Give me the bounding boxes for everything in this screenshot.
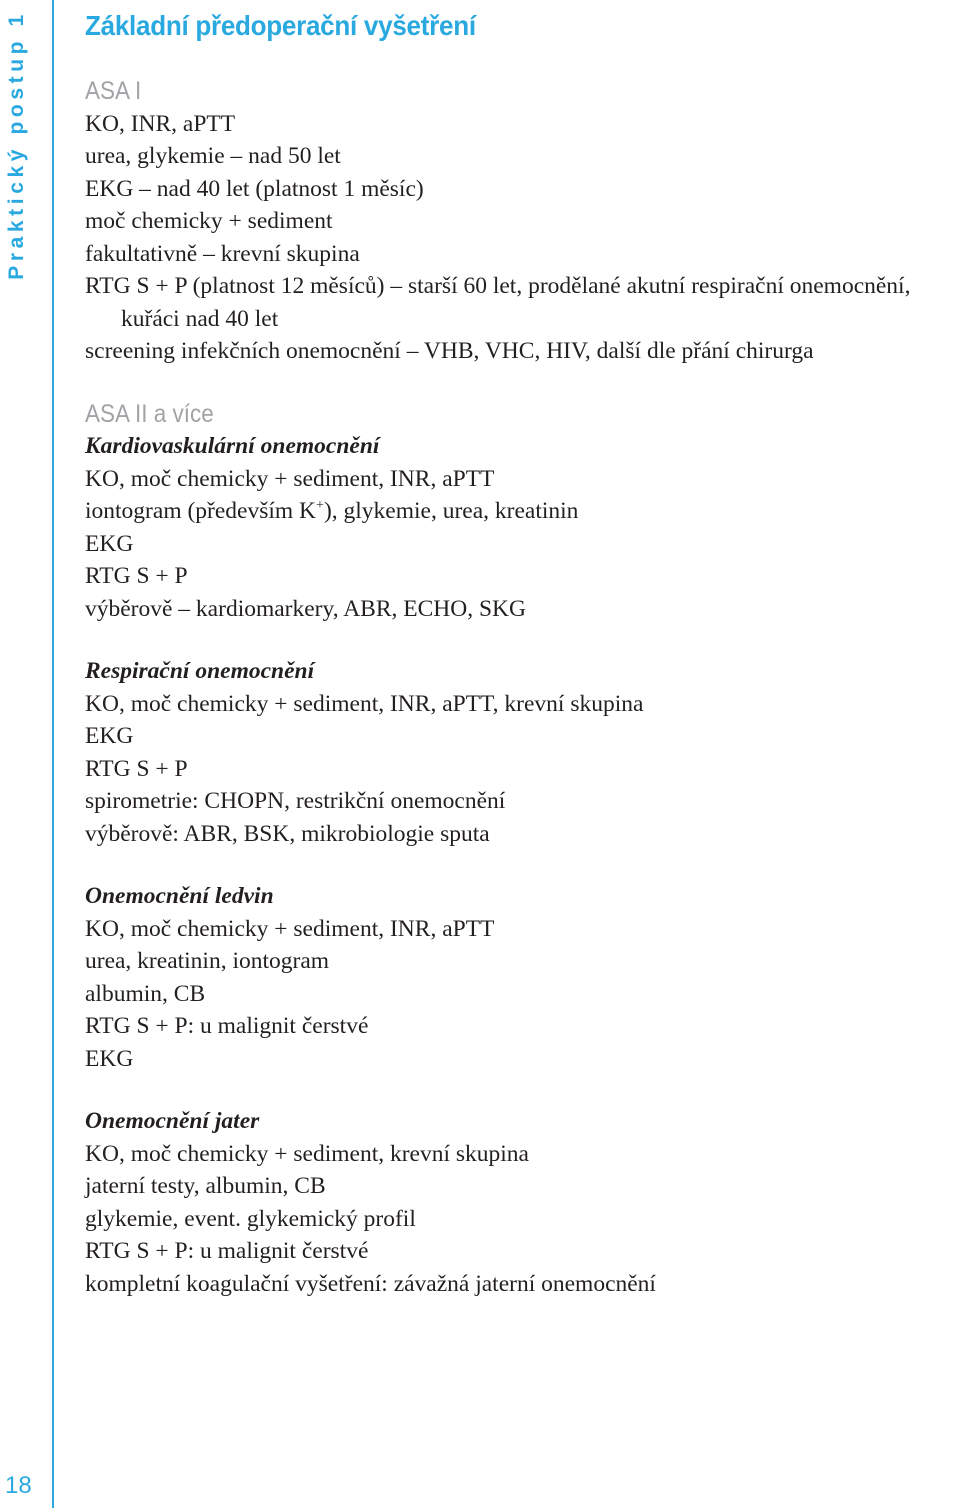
sidebar-divider	[52, 0, 54, 1508]
subsection-cardio	[85, 430, 945, 625]
list-item: spirometrie: CHOPN, restrikční onemocnění	[85, 788, 506, 814]
sidebar-label-text: Praktický postup 1	[5, 10, 29, 280]
list-item: EKG	[85, 530, 134, 557]
list-item: KO, moč chemicky + sediment, INR, aPTT, krevní skupina	[85, 690, 644, 717]
subsection-title-cardio: Kardiovaskulární onemocnění	[85, 433, 380, 459]
list-item: albumin, CB	[85, 980, 206, 1007]
list-item: RTG S + P (platnost 12 měsíců) – starší 60 let, prodělané akutní respirační onemocnění, kuřáci nad 40 let	[85, 273, 911, 332]
list-item: urea, kreatinin, iontogram	[85, 948, 330, 974]
section-asa-2	[85, 398, 945, 1301]
subsection-title-renal: Onemocnění ledvin	[85, 883, 274, 909]
list-item: výběrově – kardiomarkery, ABR, ECHO, SKG	[85, 595, 526, 622]
list-item: urea, glykemie – nad 50 let	[85, 143, 341, 169]
subsection-liver	[85, 1105, 945, 1300]
list-item: výběrově: ABR, BSK, mikrobiologie sputa	[85, 820, 490, 847]
main-content	[85, 4, 945, 1300]
list-item: glykemie, event. glykemický profil	[85, 1205, 416, 1232]
list-item: KO, moč chemicky + sediment, INR, aPTT	[85, 915, 495, 942]
list-item: KO, moč chemicky + sediment, krevní skupina	[85, 1140, 529, 1167]
subsection-renal	[85, 880, 945, 1075]
list-item: EKG – nad 40 let (platnost 1 měsíc)	[85, 175, 424, 202]
page-title: Základní předoperační vyšetření	[85, 10, 476, 41]
list-item: EKG	[85, 1045, 134, 1072]
list-item: EKG	[85, 723, 134, 749]
list-item: RTG S + P	[85, 755, 188, 782]
list-item: KO, INR, aPTT	[85, 110, 236, 137]
list-item: screening infekčních onemocnění – VHB, VHC, HIV, další dle přání chirurga	[85, 338, 814, 364]
subsection-resp	[85, 655, 945, 850]
subsection-title-liver: Onemocnění jater	[85, 1108, 260, 1134]
section-asa-1	[85, 75, 945, 368]
list-item: KO, moč chemicky + sediment, INR, aPTT	[85, 465, 495, 492]
list-item: RTG S + P: u malignit čerstvé	[85, 1238, 369, 1264]
list-item: RTG S + P	[85, 563, 188, 589]
list-item: kompletní koagulační vyšetření: závažná jaterní onemocnění	[85, 1270, 656, 1297]
list-item: jaterní testy, albumin, CB	[85, 1173, 326, 1199]
list-item: fakultativně – krevní skupina	[85, 240, 360, 267]
list-item: RTG S + P: u malignit čerstvé	[85, 1013, 369, 1039]
sidebar-label	[0, 0, 34, 290]
section-heading-asa-2: ASA II a více	[85, 399, 214, 428]
list-item: iontogram (především K+), glykemie, urea, kreatinin	[85, 498, 579, 524]
section-heading-asa-1: ASA I	[85, 77, 142, 105]
page-number: 18	[5, 1472, 32, 1499]
list-item: moč chemicky + sediment	[85, 208, 333, 234]
subsection-title-resp: Respirační onemocnění	[85, 658, 315, 684]
